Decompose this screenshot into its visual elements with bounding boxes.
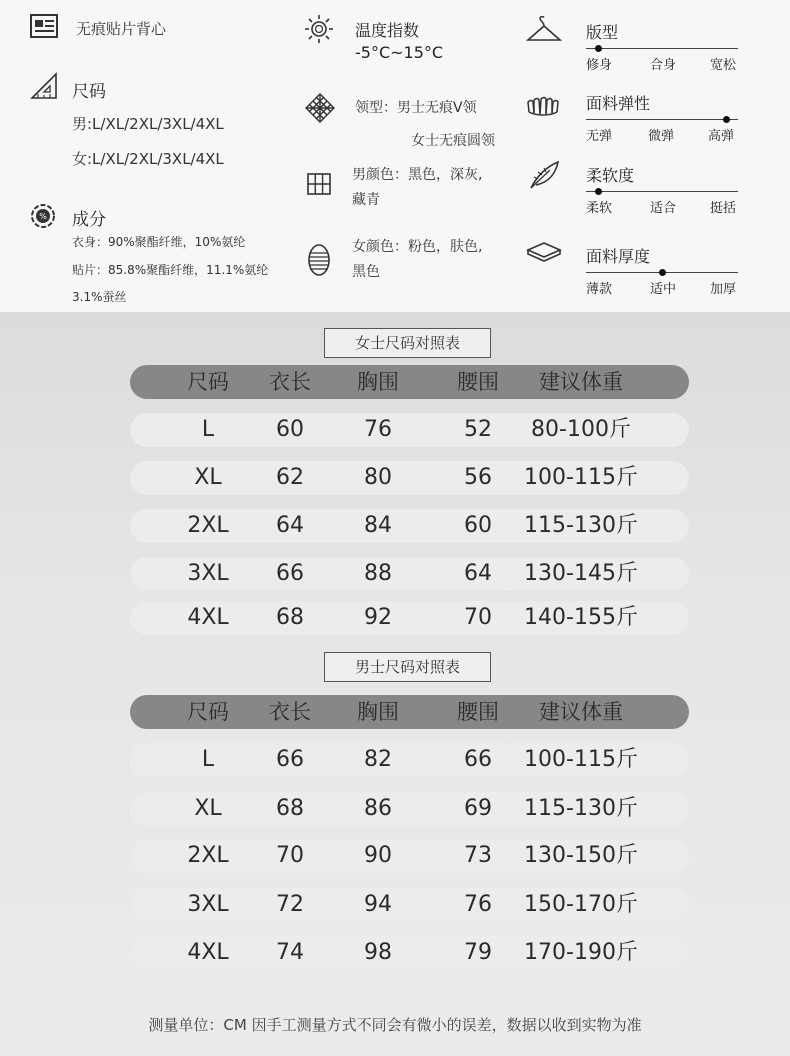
col-length: 衣长 xyxy=(269,700,311,724)
elasticity-label-1: 无弹 xyxy=(586,129,613,144)
fabric-stack-icon xyxy=(526,240,562,264)
softness-scale xyxy=(586,191,738,215)
cell-chest: 84 xyxy=(364,513,392,538)
softness-label-3: 挺括 xyxy=(710,201,737,216)
cell-length: 74 xyxy=(276,940,304,965)
softness-label-2: 适合 xyxy=(650,201,677,216)
cell-length: 62 xyxy=(276,465,304,490)
col-chest: 胸围 xyxy=(357,700,399,724)
cell-size: 2XL xyxy=(187,843,229,868)
table-row xyxy=(130,557,689,591)
cell-chest: 90 xyxy=(364,843,392,868)
thickness-scale xyxy=(586,272,738,296)
size-male: 男:L/XL/2XL/3XL/4XL xyxy=(72,115,224,133)
cell-size: 4XL xyxy=(187,605,229,630)
hanger-icon xyxy=(526,16,562,46)
cell-chest: 88 xyxy=(364,561,392,586)
softness-heading: 柔软度 xyxy=(586,166,635,185)
fit-scale xyxy=(586,48,738,72)
cell-size: 3XL xyxy=(187,561,229,586)
elasticity-label-2: 微弹 xyxy=(648,129,675,144)
cell-waist: 73 xyxy=(464,843,492,868)
cell-length: 64 xyxy=(276,513,304,538)
cell-waist: 60 xyxy=(464,513,492,538)
male-color-line-1: 男颜色：黑色，深灰, xyxy=(352,167,483,183)
cell-weight: 100-115斤 xyxy=(524,465,638,490)
thickness-label-3: 加厚 xyxy=(710,282,737,297)
table-row xyxy=(130,839,689,873)
softness-marker xyxy=(595,188,602,195)
women-table-title: 女士尺码对照表 xyxy=(324,328,491,358)
fit-marker xyxy=(595,45,602,52)
col-length: 衣长 xyxy=(269,370,311,394)
fit-heading: 版型 xyxy=(586,23,619,42)
fabric-mesh-icon xyxy=(304,92,336,124)
cell-size: XL xyxy=(194,465,222,490)
product-name: 无痕贴片背心 xyxy=(76,20,167,38)
composition-line-1: 衣身：90%聚酯纤维，10%氨纶 xyxy=(72,235,246,249)
composition-line-2: 贴片：85.8%聚酯纤维，11.1%氨纶 xyxy=(72,263,269,277)
ruler-triangle-icon xyxy=(30,72,60,100)
percent-badge-icon xyxy=(30,203,56,229)
cell-waist: 79 xyxy=(464,940,492,965)
cell-waist: 66 xyxy=(464,747,492,772)
softness-label-1: 柔软 xyxy=(586,201,613,216)
elasticity-scale xyxy=(586,119,738,143)
cell-size: 4XL xyxy=(187,940,229,965)
cell-length: 60 xyxy=(276,417,304,442)
cell-chest: 92 xyxy=(364,605,392,630)
col-waist: 腰围 xyxy=(457,700,499,724)
table-row xyxy=(130,509,689,543)
col-weight: 建议体重 xyxy=(539,370,623,394)
cell-chest: 80 xyxy=(364,465,392,490)
table-row xyxy=(130,413,689,447)
fit-label-1: 修身 xyxy=(586,58,613,73)
table-row xyxy=(130,888,689,922)
collar-line-1: 领型：男士无痕V领 xyxy=(355,100,477,116)
cell-length: 68 xyxy=(276,605,304,630)
col-size: 尺码 xyxy=(187,370,229,394)
cell-size: 3XL xyxy=(187,892,229,917)
cell-length: 66 xyxy=(276,747,304,772)
cell-weight: 170-190斤 xyxy=(524,940,638,965)
men-table-title: 男士尺码对照表 xyxy=(324,652,491,682)
thickness-label-2: 适中 xyxy=(650,282,677,297)
collar-line-2: 女士无痕圆领 xyxy=(411,133,495,149)
thickness-heading: 面料厚度 xyxy=(586,247,651,266)
col-chest: 胸围 xyxy=(357,370,399,394)
stretch-fan-icon xyxy=(526,96,560,118)
cell-chest: 98 xyxy=(364,940,392,965)
cell-chest: 94 xyxy=(364,892,392,917)
cell-waist: 56 xyxy=(464,465,492,490)
temperature-heading: 温度指数 xyxy=(355,21,420,40)
cell-waist: 52 xyxy=(464,417,492,442)
elasticity-label-3: 高弹 xyxy=(708,129,735,144)
cell-size: L xyxy=(201,417,215,442)
elasticity-heading: 面料弹性 xyxy=(586,94,651,113)
cell-waist: 69 xyxy=(464,796,492,821)
cell-weight: 130-150斤 xyxy=(524,843,638,868)
cell-length: 66 xyxy=(276,561,304,586)
cell-waist: 70 xyxy=(464,605,492,630)
composition-line-3: 3.1%蚕丝 xyxy=(72,290,127,304)
cell-chest: 76 xyxy=(364,417,392,442)
svg-text:%: % xyxy=(39,212,47,221)
cell-weight: 130-145斤 xyxy=(524,561,638,586)
col-size: 尺码 xyxy=(187,700,229,724)
cell-length: 68 xyxy=(276,796,304,821)
temperature-value: -5°C~15°C xyxy=(355,43,444,62)
elasticity-marker xyxy=(723,116,730,123)
table-row xyxy=(130,461,689,495)
fit-label-3: 宽松 xyxy=(710,58,737,73)
feather-icon xyxy=(528,160,560,190)
sun-thermometer-icon xyxy=(304,14,334,44)
yarn-ball-icon xyxy=(306,243,332,277)
cell-weight: 115-130斤 xyxy=(524,796,638,821)
table-row xyxy=(130,792,689,826)
cell-chest: 82 xyxy=(364,747,392,772)
female-color-line-2: 黑色 xyxy=(352,264,380,280)
women-table-header xyxy=(130,365,689,399)
size-heading: 尺码 xyxy=(72,82,106,102)
cell-weight: 100-115斤 xyxy=(524,747,638,772)
cell-weight: 150-170斤 xyxy=(524,892,638,917)
cell-size: L xyxy=(201,747,215,772)
thickness-label-1: 薄款 xyxy=(586,282,613,297)
col-weight: 建议体重 xyxy=(539,700,623,724)
cell-chest: 86 xyxy=(364,796,392,821)
size-female: 女:L/XL/2XL/3XL/4XL xyxy=(72,150,224,168)
composition-heading: 成分 xyxy=(72,210,106,230)
table-row xyxy=(130,743,689,777)
table-row xyxy=(130,936,689,970)
cell-size: XL xyxy=(194,796,222,821)
male-color-line-2: 藏青 xyxy=(352,192,380,208)
cell-length: 72 xyxy=(276,892,304,917)
cell-weight: 140-155斤 xyxy=(524,605,638,630)
table-row xyxy=(130,601,689,635)
female-color-line-1: 女颜色：粉色，肤色, xyxy=(352,239,483,255)
cell-weight: 115-130斤 xyxy=(524,513,638,538)
cell-length: 70 xyxy=(276,843,304,868)
thickness-marker xyxy=(659,269,666,276)
vest-document-icon xyxy=(30,14,58,38)
cell-waist: 76 xyxy=(464,892,492,917)
fit-label-2: 合身 xyxy=(650,58,677,73)
men-table-header xyxy=(130,695,689,729)
col-waist: 腰围 xyxy=(457,370,499,394)
cell-weight: 80-100斤 xyxy=(531,417,631,442)
cell-waist: 64 xyxy=(464,561,492,586)
cell-size: 2XL xyxy=(187,513,229,538)
grid-swatch-icon xyxy=(306,172,332,196)
measurement-note: 测量单位：CM 因手工测量方式不同会有微小的误差，数据以收到实物为准 xyxy=(148,1016,642,1034)
